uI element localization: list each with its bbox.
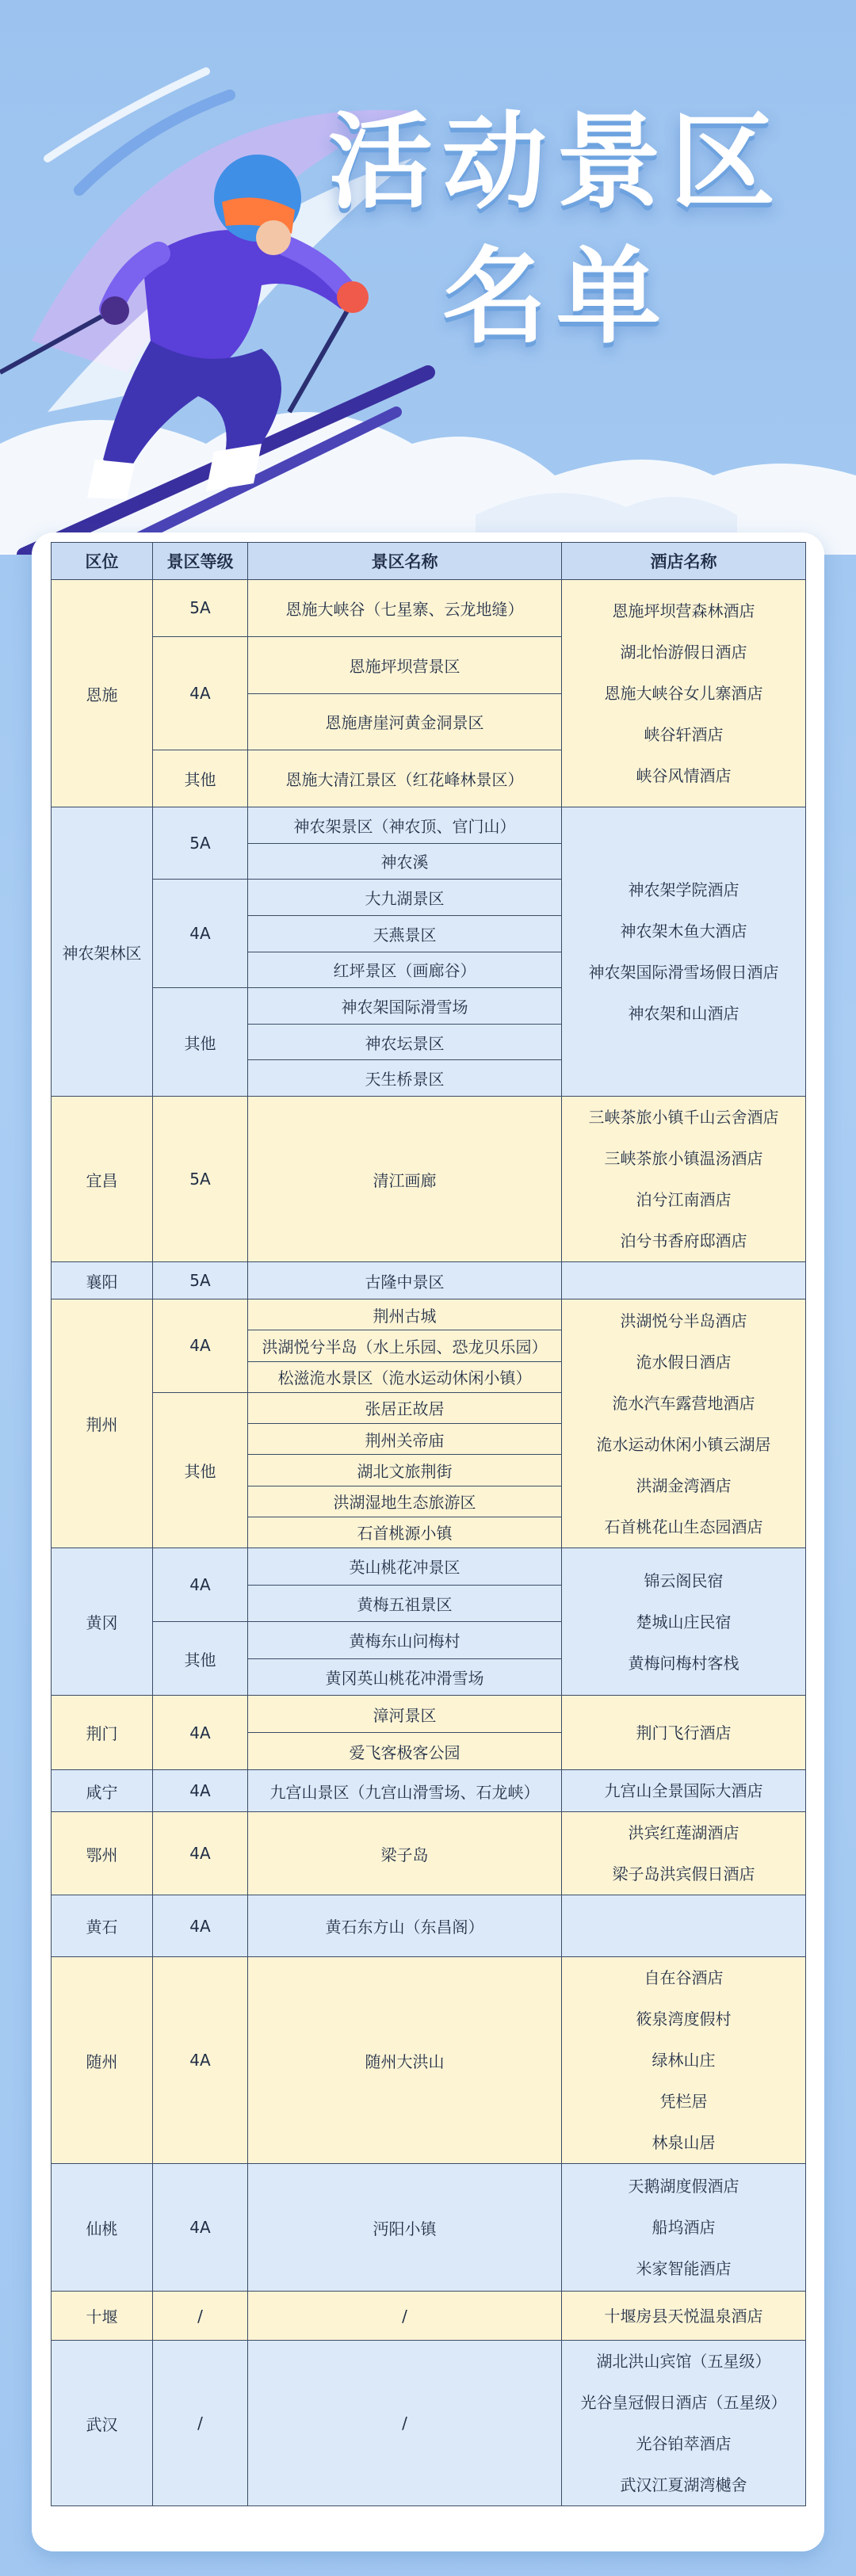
- table-row: [52, 1548, 806, 1586]
- level-cell: 4A: [153, 636, 248, 750]
- header-hotel-name: 酒店名称: [562, 543, 806, 580]
- scenic-spot-cell: 恩施唐崖河黄金洞景区: [248, 693, 562, 750]
- hotel-cell: [562, 807, 806, 1097]
- level-cell: 其他: [153, 1622, 248, 1696]
- header-level: 景区等级: [153, 543, 248, 580]
- hotel-name: 三峡茶旅小镇温汤酒店: [604, 1149, 763, 1168]
- table-row: [52, 2341, 806, 2506]
- level-cell: 4A: [153, 1299, 248, 1393]
- hotel-cell: [562, 1299, 806, 1548]
- header-scenic-name: 景区名称: [248, 543, 562, 580]
- hotel-cell: [562, 1696, 806, 1770]
- level-cell: 其他: [153, 750, 248, 807]
- header-region: 区位: [52, 543, 153, 580]
- scenic-spot-cell: 神农溪: [248, 843, 562, 880]
- hotel-cell: [562, 1548, 806, 1696]
- region-cell: 神农架林区: [52, 807, 153, 1097]
- scenic-spot-cell: 大九湖景区: [248, 880, 562, 916]
- hotel-cell: [562, 2341, 806, 2506]
- scenic-spot-cell: 清江画廊: [248, 1097, 562, 1262]
- level-cell: /: [153, 2292, 248, 2341]
- scenic-spot-cell: 荆州古城: [248, 1299, 562, 1330]
- scenic-spot-cell: /: [248, 2341, 562, 2506]
- level-cell: 其他: [153, 988, 248, 1097]
- table-row: [52, 807, 806, 844]
- hotel-cell: [562, 580, 806, 807]
- hotel-name: 洈水运动休闲小镇云湖居: [596, 1434, 771, 1454]
- scenic-spot-cell: 神农架国际滑雪场: [248, 988, 562, 1025]
- table-body: [52, 580, 806, 2506]
- scenic-spot-cell: 黄冈英山桃花冲滑雪场: [248, 1658, 562, 1696]
- scenic-spot-cell: 天燕景区: [248, 915, 562, 952]
- table-row: [52, 580, 806, 637]
- hotel-cell: [562, 1812, 806, 1895]
- region-cell: 黄冈: [52, 1548, 153, 1696]
- level-cell: 4A: [153, 1957, 248, 2164]
- hotel-name: 湖北怡游假日酒店: [620, 643, 747, 662]
- scenic-spot-cell: 湖北文旅荆街: [248, 1455, 562, 1486]
- scenic-spot-cell: 九宫山景区（九宫山滑雪场、石龙峡）: [248, 1770, 562, 1812]
- scenic-spot-cell: 黄梅五祖景区: [248, 1585, 562, 1622]
- hotel-name: 洈水汽车露营地酒店: [612, 1393, 755, 1413]
- scenic-spot-cell: 恩施大峡谷（七星寨、云龙地缝）: [248, 580, 562, 637]
- hotel-name: 锦云阁民宿: [644, 1570, 724, 1590]
- hotel-cell: [562, 1957, 806, 2164]
- scenic-spot-cell: 张居正故居: [248, 1392, 562, 1423]
- region-cell: 恩施: [52, 580, 153, 807]
- table-header-row: [52, 543, 806, 580]
- hotel-name: 洪湖金湾酒店: [636, 1475, 732, 1495]
- level-cell: 5A: [153, 1097, 248, 1262]
- level-cell: 5A: [153, 1262, 248, 1299]
- scenic-spot-cell: 古隆中景区: [248, 1262, 562, 1299]
- region-cell: 荆门: [52, 1696, 153, 1770]
- scenic-spot-cell: 恩施坪坝营景区: [248, 636, 562, 693]
- scenic-spot-cell: 荆州关帝庙: [248, 1424, 562, 1455]
- level-cell: 5A: [153, 807, 248, 880]
- hotel-name: 石首桃花山生态园酒店: [604, 1517, 763, 1536]
- level-cell: 5A: [153, 580, 248, 637]
- hotel-name: 泊兮江南酒店: [636, 1190, 732, 1209]
- scenic-spot-cell: 红坪景区（画廊谷）: [248, 952, 562, 988]
- table-row: [52, 1262, 806, 1299]
- scenic-spot-cell: 黄梅东山问梅村: [248, 1622, 562, 1659]
- level-cell: 4A: [153, 1812, 248, 1895]
- hotel-name: 光谷铂萃酒店: [636, 2434, 732, 2453]
- hotel-name: 恩施坪坝营森林酒店: [612, 601, 755, 620]
- scenic-spot-cell: 沔阳小镇: [248, 2164, 562, 2292]
- hotel-name: 神农架和山酒店: [628, 1004, 739, 1023]
- region-cell: 宜昌: [52, 1097, 153, 1262]
- scenic-spot-cell: 洪湖悦兮半岛（水上乐园、恐龙贝乐园）: [248, 1330, 562, 1361]
- level-cell: 4A: [153, 1895, 248, 1957]
- table-row: [52, 1957, 806, 2164]
- hotel-name: 恩施大峡谷女儿寨酒店: [604, 684, 763, 703]
- hotel-name: 筱泉湾度假村: [636, 2009, 732, 2028]
- scenic-spot-cell: 随州大洪山: [248, 1957, 562, 2164]
- scenic-spot-cell: 爱飞客极客公园: [248, 1733, 562, 1770]
- table-row: [52, 1299, 806, 1330]
- hotel-name: 天鹅湖度假酒店: [628, 2177, 739, 2196]
- scenic-spot-cell: 恩施大清江景区（红花峰林景区）: [248, 750, 562, 807]
- scenic-hotel-table: [51, 542, 806, 2506]
- hotel-name: 光谷皇冠假日酒店（五星级）: [580, 2393, 787, 2412]
- title-line-1: 活动景区: [328, 101, 785, 223]
- hotel-name: 林泉山居: [652, 2133, 716, 2152]
- hotel-cell: [562, 2164, 806, 2292]
- hotel-name: 凭栏居: [659, 2092, 708, 2111]
- region-cell: 黄石: [52, 1895, 153, 1957]
- scenic-spot-cell: 英山桃花冲景区: [248, 1548, 562, 1586]
- scenic-spot-cell: 漳河景区: [248, 1696, 562, 1733]
- scenic-spot-cell: 神农坛景区: [248, 1024, 562, 1060]
- hotel-cell: [562, 1770, 806, 1812]
- scenic-spot-cell: 梁子岛: [248, 1812, 562, 1895]
- hero-banner: [0, 0, 856, 555]
- region-cell: 武汉: [52, 2341, 153, 2506]
- hotel-name: 十堰房县天悦温泉酒店: [604, 2306, 763, 2326]
- hotel-cell: [562, 1895, 806, 1957]
- hotel-name: 自在谷酒店: [644, 1968, 724, 1987]
- hotel-name: 洪宾红莲湖酒店: [628, 1823, 739, 1842]
- region-cell: 咸宁: [52, 1770, 153, 1812]
- hotel-name: 九宫山全景国际大酒店: [604, 1781, 763, 1800]
- region-cell: 仙桃: [52, 2164, 153, 2292]
- hotel-name: 湖北洪山宾馆（五星级）: [596, 2352, 771, 2371]
- table-row: [52, 1895, 806, 1957]
- level-cell: 4A: [153, 880, 248, 988]
- scenic-spot-cell: 黄石东方山（东昌阁）: [248, 1895, 562, 1957]
- hotel-name: 泊兮书香府邸酒店: [620, 1231, 747, 1250]
- table-row: [52, 1812, 806, 1895]
- hotel-name: 神农架学院酒店: [628, 880, 739, 899]
- level-cell: 4A: [153, 2164, 248, 2292]
- region-cell: 鄂州: [52, 1812, 153, 1895]
- table-row: [52, 2292, 806, 2341]
- hotel-name: 荆门飞行酒店: [636, 1723, 732, 1742]
- scenic-spot-cell: 神农架景区（神农顶、官门山）: [248, 807, 562, 844]
- hotel-name: 神农架国际滑雪场假日酒店: [588, 963, 779, 982]
- hotel-name: 峡谷风情酒店: [636, 766, 732, 785]
- table-row: [52, 2164, 806, 2292]
- hotel-name: 洈水假日酒店: [636, 1352, 732, 1372]
- region-cell: 十堰: [52, 2292, 153, 2341]
- title-line-2: 名单: [442, 236, 671, 358]
- table-row: [52, 1770, 806, 1812]
- hotel-name: 梁子岛洪宾假日酒店: [612, 1864, 755, 1883]
- scenic-spot-cell: 松滋洈水景区（洈水运动休闲小镇）: [248, 1361, 562, 1392]
- scenic-spot-cell: /: [248, 2292, 562, 2341]
- hotel-name: 黄梅问梅村客栈: [628, 1653, 739, 1673]
- hotel-cell: [562, 2292, 806, 2341]
- level-cell: 4A: [153, 1696, 248, 1770]
- level-cell: 4A: [153, 1770, 248, 1812]
- hotel-name: 洪湖悦兮半岛酒店: [620, 1311, 747, 1330]
- hotel-name: 绿林山庄: [652, 2051, 716, 2070]
- list-card: [32, 532, 824, 2551]
- level-cell: /: [153, 2341, 248, 2506]
- page-title: [328, 95, 785, 364]
- hotel-name: 神农架木鱼大酒店: [620, 922, 747, 941]
- region-cell: 随州: [52, 1957, 153, 2164]
- hotel-name: 船坞酒店: [652, 2218, 716, 2237]
- region-cell: 襄阳: [52, 1262, 153, 1299]
- hotel-name: 峡谷轩酒店: [644, 725, 724, 744]
- scenic-spot-cell: 石首桃源小镇: [248, 1517, 562, 1548]
- hotel-name: 武汉江夏湖湾樾舍: [620, 2475, 747, 2494]
- hotel-cell: [562, 1262, 806, 1299]
- region-cell: 荆州: [52, 1299, 153, 1548]
- hotel-name: 楚城山庄民宿: [636, 1612, 732, 1631]
- scenic-spot-cell: 洪湖湿地生态旅游区: [248, 1486, 562, 1517]
- scenic-spot-cell: 天生桥景区: [248, 1060, 562, 1097]
- table-row: [52, 1696, 806, 1733]
- hotel-name: 三峡茶旅小镇千山云舍酒店: [588, 1108, 779, 1127]
- hotel-cell: [562, 1097, 806, 1262]
- table-row: [52, 1097, 806, 1262]
- level-cell: 4A: [153, 1548, 248, 1622]
- level-cell: 其他: [153, 1392, 248, 1548]
- hotel-name: 米家智能酒店: [636, 2259, 732, 2278]
